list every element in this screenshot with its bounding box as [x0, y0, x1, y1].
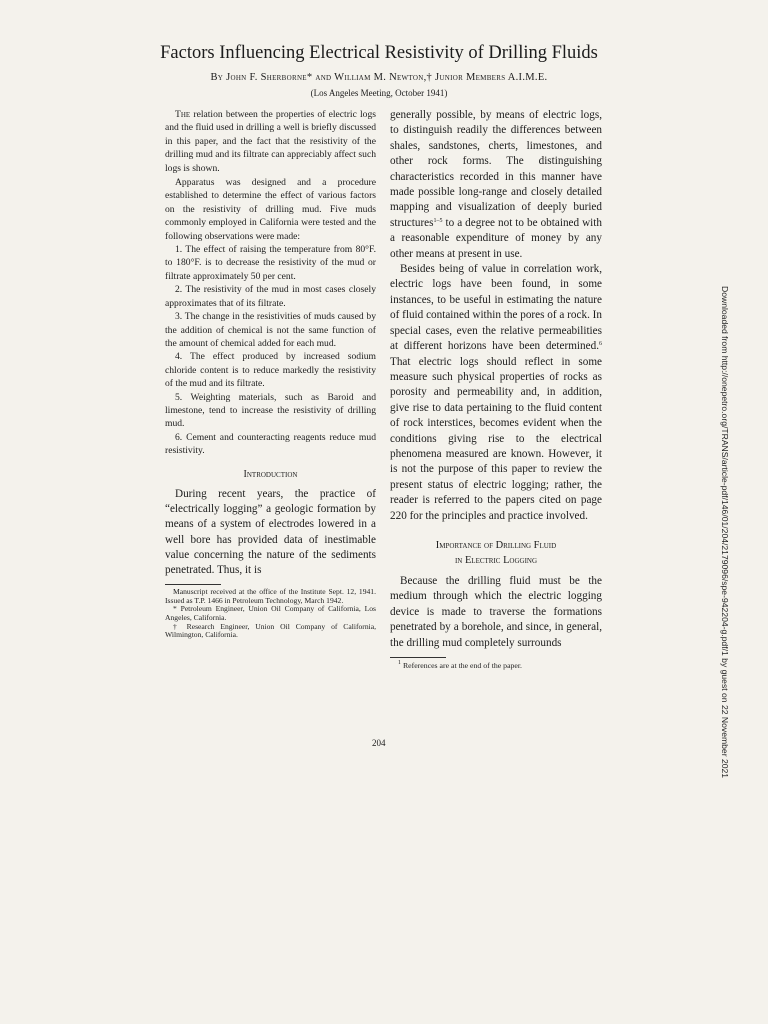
- continuation-paragraph: [390, 108, 602, 262]
- author-footnote-1: * Petroleum Engineer, Union Oil Company of California, Los Angeles, California.: [165, 604, 376, 622]
- download-watermark: Downloaded from http://onepetro.org/TRANS/article-pdf/146/01/204/2179096/spe-942204-g.pdf/1 by guest on 22 November 2021: [720, 286, 730, 779]
- importance-heading-line1: Importance of Drilling Fluid: [435, 539, 557, 551]
- introduction-heading: Introduction: [243, 468, 298, 480]
- observation-1: 1. The effect of raising the temperature from 80°F. to 180°F. is to decrease the resistivity of the mud or filtrate approximately 50 per cent.: [165, 244, 376, 282]
- right-column: [390, 108, 602, 670]
- footnote-rule: [390, 657, 446, 658]
- drilling-fluid-paragraph: Because the drilling fluid must be the medium through which the electric logging device is made to traverse the formations penetrated by a borehole, and since, in general, the drilling mud completely surrounds: [390, 574, 602, 649]
- importance-heading-line2: in Electric Logging: [454, 554, 538, 566]
- observation-4: 4. The effect produced by increased sodium chloride content is to reduce markedly the resistivity of the mud and its filtrate.: [165, 351, 376, 390]
- observation-3: 3. The change in the resistivities of muds caused by the addition of chemical is not the same function of the amount of chemical added for each mud.: [165, 311, 376, 349]
- author-footnote-2: † Research Engineer, Union Oil Company of California, Wilmington, California.: [165, 621, 376, 640]
- footnote-rule: [165, 584, 221, 585]
- importance-heading: [390, 538, 602, 568]
- left-column: [165, 108, 376, 640]
- meeting-note: (Los Angeles Meeting, October 1941): [310, 88, 448, 98]
- abstract-paragraph: [165, 108, 376, 175]
- reference-marker: 1–5: [433, 217, 443, 224]
- continuation-text-b: to a degree not to be obtained with a reasonable expenditure of money by any other means at present in use.: [390, 216, 602, 260]
- correlation-text-a: Besides being of value in correlation work, electric logs have been found, in some instances, to be useful in estimating the nature of fluid contained within the pores of a rock. In special cases, even the relative permeabilities at different horizons have been determined.: [390, 263, 602, 353]
- paper-title: Factors Influencing Electrical Resistivity of Drilling Fluids: [160, 43, 598, 63]
- right-footnotes: [390, 661, 602, 670]
- page-number: 204: [372, 738, 386, 748]
- left-footnotes: [165, 588, 376, 640]
- references-footnote: [390, 661, 602, 670]
- observation-6: 6. Cement and counteracting reagents reduce mud resistivity.: [165, 431, 376, 457]
- abstract-lead-word: The: [175, 109, 191, 120]
- correlation-paragraph: [390, 262, 602, 524]
- author-byline: By John F. Sherborne* and William M. Newton,† Junior Members A.I.M.E.: [210, 72, 548, 83]
- observation-2: 2. The resistivity of the mud in most cases closely approximates that of its filtrate.: [165, 284, 376, 309]
- manuscript-footnote: Manuscript received at the office of the Institute Sept. 12, 1941. Issued as T.P. 1466 in Petroleum Technology, March 1942.: [165, 587, 376, 605]
- introduction-paragraph: During recent years, the practice of “electrically logging” a geologic formation by means of a system of electrodes lowered in a well bore has provided data of inestimable value concerning the nature of the sediments penetrated. Thus, it is: [165, 487, 376, 576]
- correlation-text-b: That electric logs should reflect in some measure such physical properties of rocks as porosity and permeability and, in addition, give rise to data pertaining to the fluid content of rock interstices, becomes evident when the conditions giving rise to the electrical phenomena measured are known. However, it is not the purpose of this paper to review the present status of electric logging; rather, the reader is referred to the papers cited on page 220 for the principles and practice involved.: [390, 355, 602, 522]
- footnote-marker: 1: [398, 660, 401, 666]
- abstract-text: relation between the properties of electric logs and the fluid used in drilling a well is briefly discussed in this paper, and the fact that the resistivity of the drilling mud and its filtrate can appreciably affect such logs is shown.: [165, 109, 376, 174]
- reference-marker: 6: [599, 341, 602, 348]
- apparatus-paragraph: Apparatus was designed and a procedure established to determine the effect of various factors on the resistivity of drilling mud. Five muds commonly employed in California were tested and the following observations were made:: [165, 177, 376, 242]
- observation-5: 5. Weighting materials, such as Baroid and limestone, tend to increase the resistivity of drilling mud.: [165, 391, 376, 430]
- references-footnote-text: References are at the end of the paper.: [401, 661, 523, 670]
- continuation-text-a: generally possible, by means of electric logs, to distinguish readily the differences between shales, sandstones, cherts, limestones, and other rock forms. The distinguishing characteristics recorded in this manner have made possible long-range and closely detailed mapping and visualization of deeply buried structures: [390, 109, 602, 229]
